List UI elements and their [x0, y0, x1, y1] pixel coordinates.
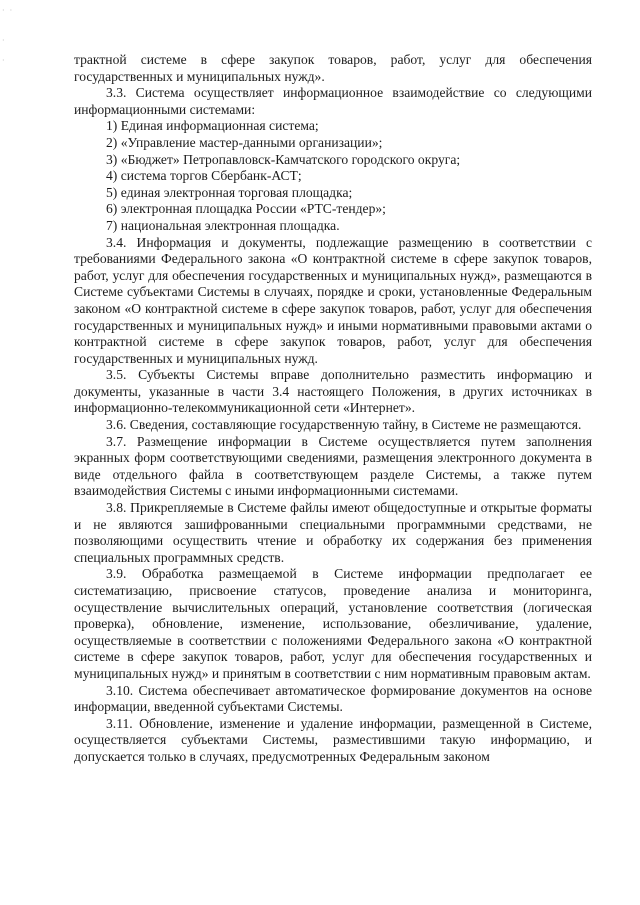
- list-item: 3) «Бюджет» Петропавловск-Камчатского городского округа;: [106, 151, 461, 167]
- paragraph-3-3: 3.3. Система осуществляет информационное взаимодействие со следующими информационными системами:: [74, 85, 592, 117]
- list-item: 5) единая электронная торговая площадка;: [106, 184, 353, 200]
- scan-margin-marks: · · · ·: [2, 6, 13, 65]
- paragraph-3-9: 3.9. Обработка размещаемой в Системе информации предполагает ее систематизацию, присвоение статусов, проведение анализа и мониторинга, осуществление вычислительных операций, установление соответствия (логическая проверка), обновление, изменение, использование, обезличивание, удаление, осуществляемые в соответствии с положениями Федерального закона «О контрактной системе в сфере закупок товаров, работ, услуг для обеспечения государственных и муниципальных нужд» и принятым в соответствии с ним нормативным правовым актам.: [74, 566, 592, 681]
- paragraph-3-5: 3.5. Субъекты Системы вправе дополнительно разместить информацию и документы, указанные в части 3.4 настоящего Положения, в других источниках в информационно-телекоммуникационной сети «Интернет».: [74, 367, 592, 416]
- paragraph-3-7: 3.7. Размещение информации в Системе осуществляется путем заполнения экранных форм соответствующими сведениями, размещения электронного документа в виде отдельного файла в соответствующем разделе Системы, а также путем взаимодействия Системы с иными информационными системами.: [74, 433, 592, 499]
- document-page: [74, 52, 592, 766]
- paragraph-3-11: 3.11. Обновление, изменение и удаление информации, размещенной в Системе, осуществляется субъектами Системы, разместившими такую информацию, и допускается только в случаях, предусмотренных Федеральным законом: [74, 715, 592, 764]
- paragraph-3-8: 3.8. Прикрепляемые в Системе файлы имеют общедоступные и открытые форматы и не являются зашифрованными специальными программными средствами, не позволяющими осуществить чтение и обработку их содержания без применения специальных программных средств.: [74, 500, 592, 565]
- list-item: 6) электронная площадка России «РТС-тендер»;: [106, 201, 386, 217]
- paragraph-3-6: 3.6. Сведения, составляющие государственную тайну, в Системе не размещаются.: [106, 417, 582, 433]
- paragraph-3-4: 3.4. Информация и документы, подлежащие размещению в соответствии с требованиями Федерального закона «О контрактной системе в сфере закупок товаров, работ, услуг для обеспечения государственных и муниципальных нужд», размещаются в Системе субъектами Системы в случаях, порядке и сроки, установленные Федеральным законом «О контрактной системе в сфере закупок товаров, работ, услуг для обеспечения государственных и муниципальных нужд» и иными нормативными правовыми актами о контрактной системе в сфере закупок товаров, работ, услуг для обеспечения государственных и муниципальных нужд.: [74, 234, 592, 366]
- list-item: 1) Единая информационная система;: [106, 118, 319, 134]
- continuation-paragraph: трактной системе в сфере закупок товаров, работ, услуг для обеспечения государственных и муниципальных нужд».: [74, 52, 592, 84]
- paragraph-3-10: 3.10. Система обеспечивает автоматическое формирование документов на основе информации, введенной субъектами Системы.: [74, 682, 592, 715]
- information-systems-list: [74, 118, 592, 234]
- list-item: 4) система торгов Сбербанк-АСТ;: [106, 168, 302, 184]
- list-item: 7) национальная электронная площадка.: [106, 217, 340, 233]
- list-item: 2) «Управление мастер-данными организации»;: [106, 134, 383, 150]
